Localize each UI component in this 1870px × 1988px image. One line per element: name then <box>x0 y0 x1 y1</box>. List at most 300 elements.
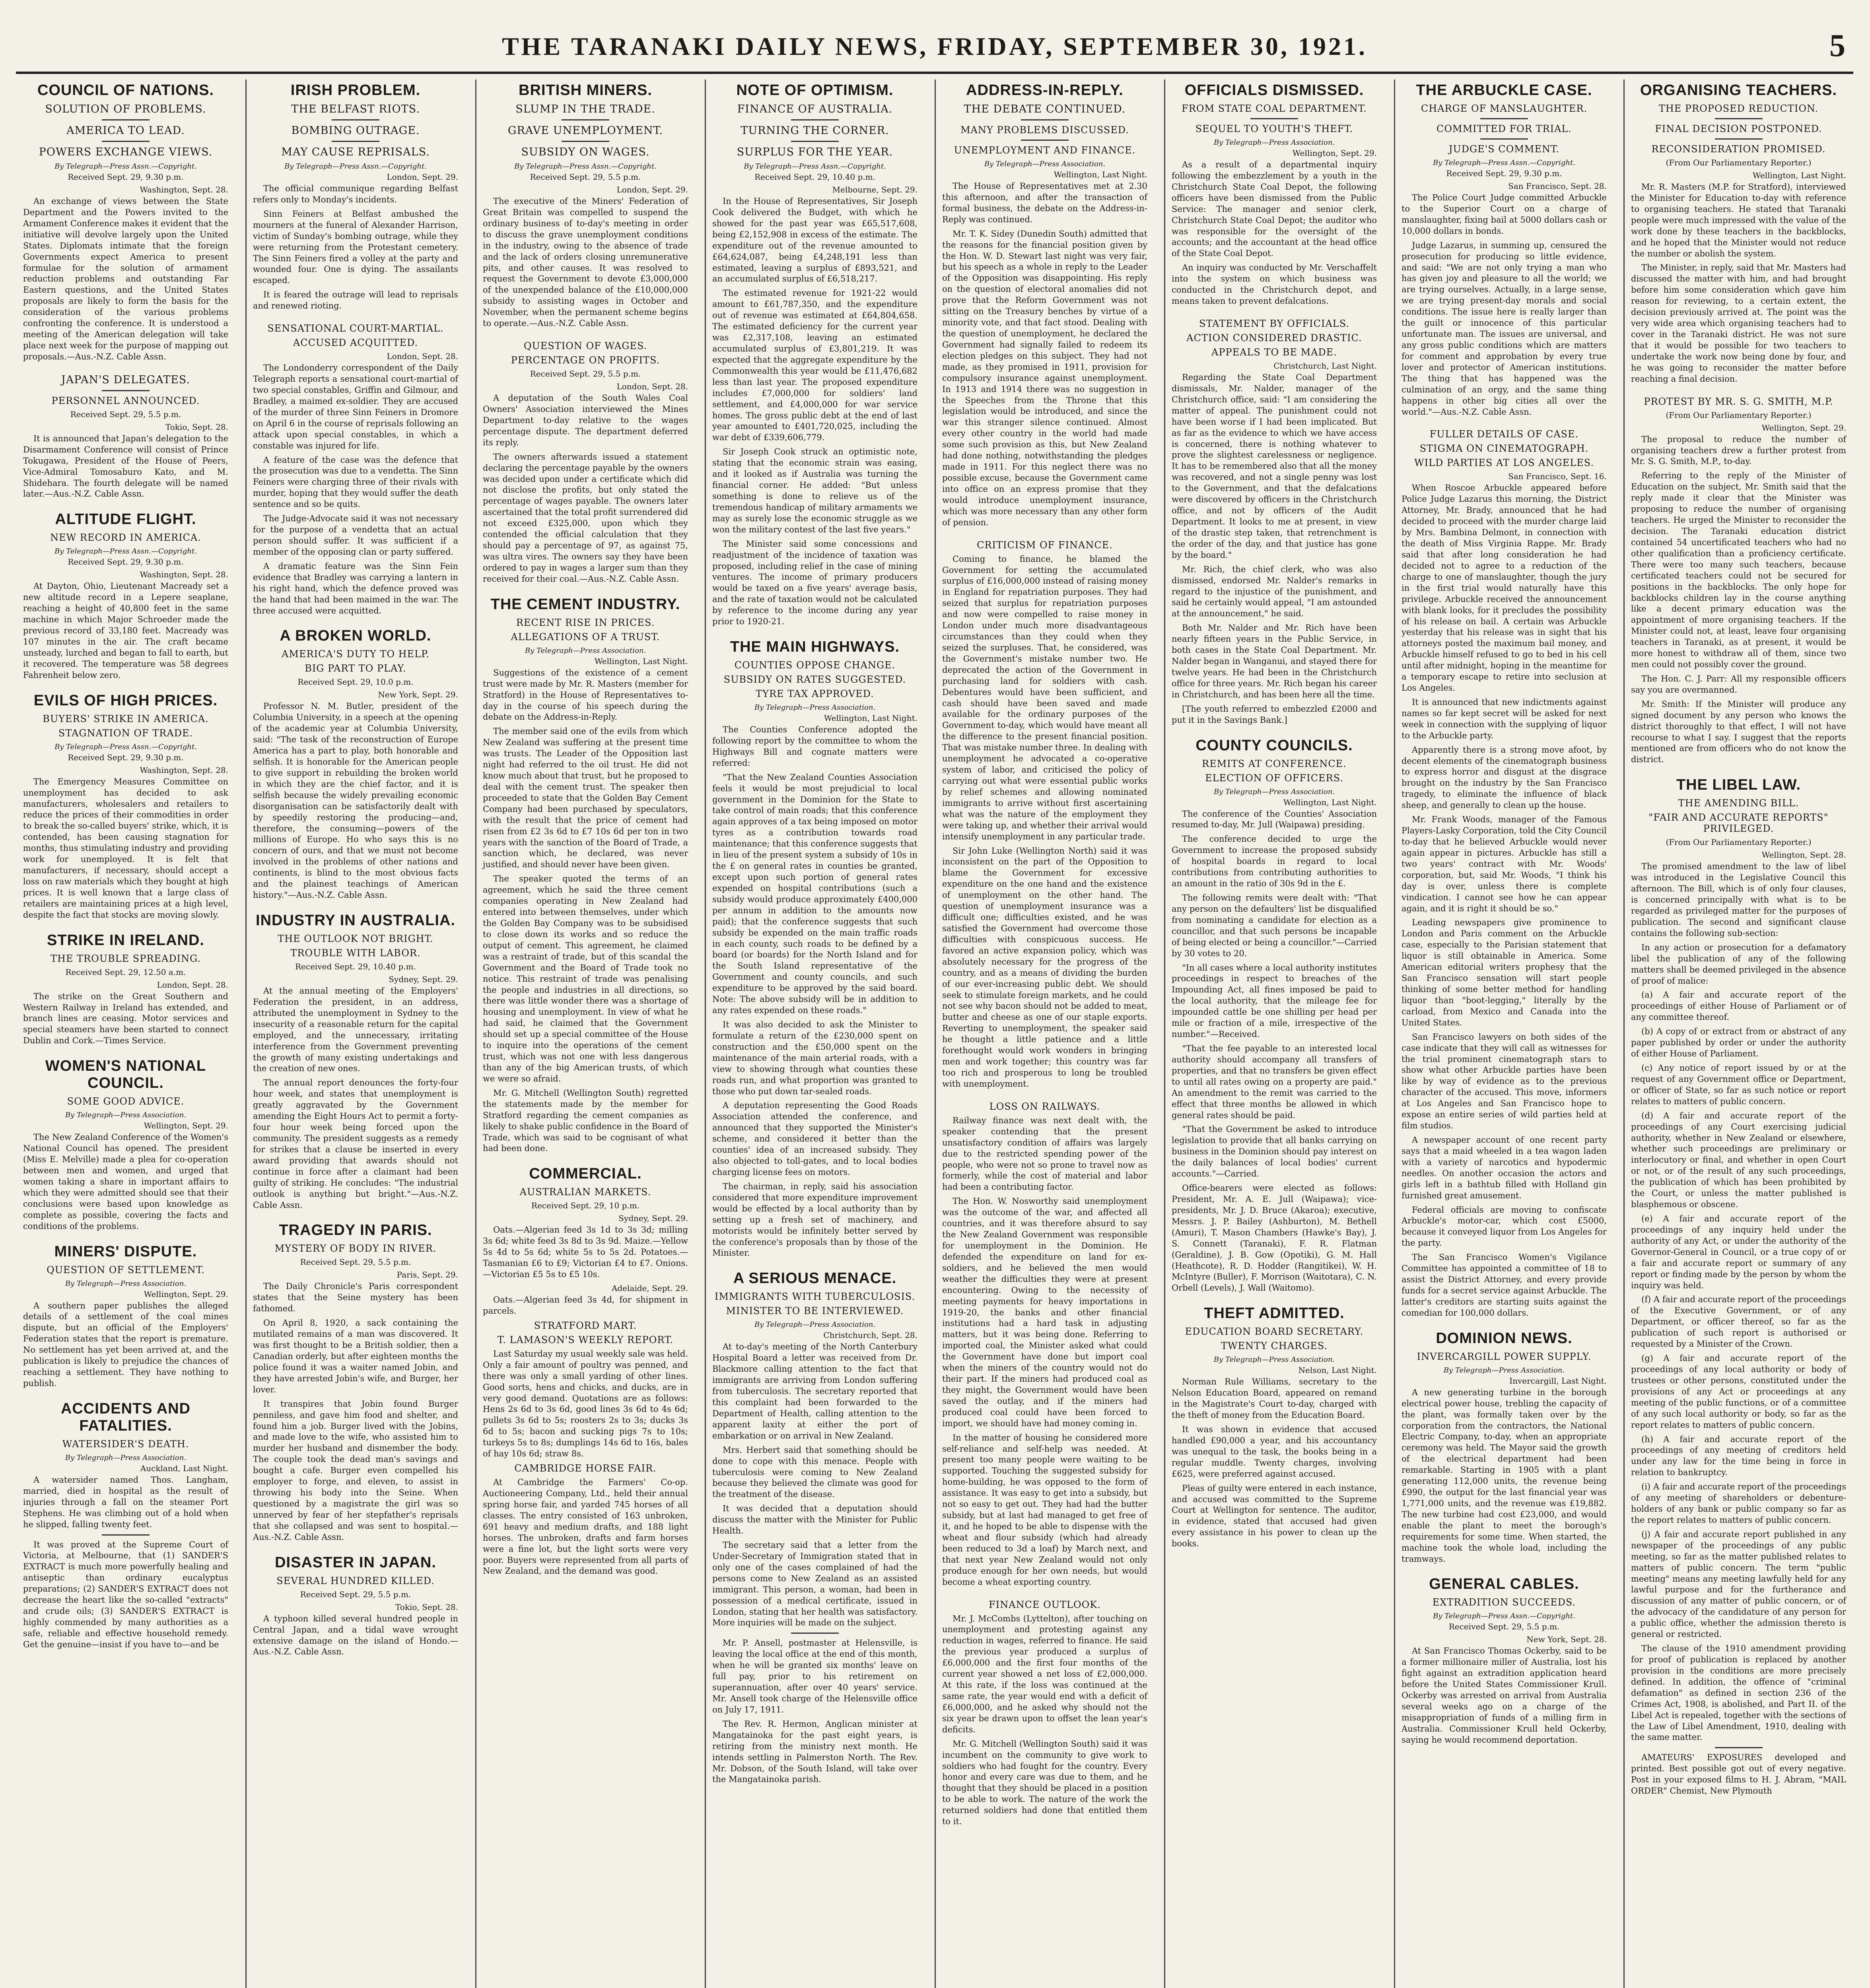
paragraph: Office-bearers were elected as follows: President, Mr. A. E. Jull (Waipawa); vice-presidents, Mr. J. D. Bruce (Akaroa); executive, Messrs. J. P. Bailey (Ashburton), M. Bethell (Amuri), T. Mason Chambers (Hawke's Bay), J. S. Connett (Taranaki), F. R. Flatman (Geraldine), J. B. Gow (Opotiki), G. M. Hall (Heathcote), R. D. Hodder (Rangitikei), W. H. McIntyre (Buller), F. Morrison (Waitotara), C. N. Orbell (Levels), J. Wall (Waitomo). <box>1172 1183 1377 1293</box>
dateline: Wellington, Sept. 29. <box>144 1289 228 1299</box>
paragraph: On April 8, 1920, a sack containing the mutilated remains of a man was discovered. It was first thought to be a British soldier, then a Canadian orderly, but after eighteen months the police found it was a waiter named Jobin, and they have arrested Jobin's wife, and Burger, her lover. <box>253 1318 458 1394</box>
dateline: Sydney, Sept. 29. <box>618 1213 688 1223</box>
received-time: Received Sept. 29, 5.5 p.m. <box>530 369 641 379</box>
byline: By Telegraph—Press Association. <box>754 703 876 712</box>
subheading: APPEALS TO BE MADE. <box>1211 346 1337 358</box>
received-time: Received Sept. 29, 9.30 p.m. <box>68 557 184 567</box>
column-2 <box>246 80 465 1988</box>
dateline: Wellington, Last Night. <box>1283 797 1377 807</box>
dateline: Washington, Sept. 28. <box>140 570 228 580</box>
paragraph: (b) A copy of or extract from or abstract of any paper published by order or under the authority of either House of Parliament. <box>1631 1027 1846 1059</box>
received-time: Received Sept. 29, 9.30 p.m. <box>68 752 184 762</box>
article-womens-council <box>23 1058 228 1232</box>
subheading: POWERS EXCHANGE VIEWS. <box>39 146 213 158</box>
subheading: THE OUTLOOK NOT BRIGHT. <box>278 933 433 945</box>
article-broken-world <box>253 627 458 901</box>
divider <box>1480 118 1528 119</box>
subheading: RECONSIDERATION PROMISED. <box>1651 144 1826 155</box>
paragraph: The clause of the 1910 amendment providing for proof of publication is replaced by another provision in the conditions are more precisely defined. In addition, the offence of "criminal defamation" as defined in section 236 of the Crimes Act, 1908, is abolished, and Part II. of the Libel Act is repealed, together with the sections of the Law of Libel Amendment, 1910, dealing with the same matter. <box>1631 1644 1846 1742</box>
dateline: San Francisco, Sept. 16. <box>1508 472 1607 481</box>
paragraph: The Judge-Advocate said it was not necessary for the purpose of a vendetta that an actual person should suffer. It was sufficient if a member of the opposing clan or party suffered. <box>253 514 458 557</box>
headline: THE ARBUCKLE CASE. <box>1416 82 1592 99</box>
paragraph: A deputation representing the Good Roads Association attended the conference, and announced that they supported the Minister's scheme, and considered it better than the counties' idea of an increased subsidy. They also objected to toll-gates, and to local bodies charging license fees on motors. <box>712 1101 918 1177</box>
subheading: THE BELFAST RIOTS. <box>291 103 420 115</box>
paragraph: The Emergency Measures Committee on unemployment has decided to ask manufacturers, wholesalers and retailers to reduce the prices of their commodities in order to break the so-called buyers' strike, which, it is contended, has been causing stagnation for months, thus stimulating industry and providing work for unemployed. It is felt that manufacturers, if necessary, should accept a loss on raw materials which they bought at high prices. It is well known that a large class of retailers are maintaining prices at a high level, despite the fact that stocks are moving slowly. <box>23 777 228 920</box>
headline: THE CEMENT INDUSTRY. <box>490 596 680 613</box>
column-8 <box>1624 80 1853 1988</box>
subheading: PROTEST BY MR. S. G. SMITH, M.P. <box>1644 396 1833 407</box>
paragraph: The Londonderry correspondent of the Daily Telegraph reports a sensational court-martial of two special constables, Griffin and Gilmour, and Bradley, a maimed ex-soldier. They are accused of the murder of three Sinn Feiners in Dromore on April 6 in the course of reprisals following an attack upon special constables, in which a constable was injured for life. <box>253 363 458 450</box>
byline: By Telegraph—Press Assn.—Copyright. <box>514 162 657 171</box>
paragraph: At Dayton, Ohio, Lieutenant Macready set a new altitude record in a Lepere seaplane, reaching a height of 40,800 feet in the same machine in which Major Schroeder made the previous record of 33,180 feet. Macready was 107 minutes in the air. The craft became unsteady, lurched and began to fall to earth, but it recovered. The temperature was 58 degrees Fahrenheit below zero. <box>23 581 228 680</box>
article-protest-smith <box>1631 396 1846 766</box>
subheading: JUDGE'S COMMENT. <box>1448 144 1560 155</box>
subheading: SOLUTION OF PROBLEMS. <box>45 103 206 115</box>
subheading: TYRE TAX APPROVED. <box>756 688 874 700</box>
paragraph: The conference decided to urge the Government to increase the proposed subsidy of hospital boards in regard to local contributions from contributing authorities to an amount in the ratio of 30s 9d in the £. <box>1172 834 1377 889</box>
byline: By Telegraph—Press Assn.—Copyright. <box>744 162 886 171</box>
subheading: PERSONNEL ANNOUNCED. <box>51 395 200 406</box>
paragraph: When Roscoe Arbuckle appeared before Police Judge Lazarus this morning, the District Attorney, Mr. Brady, announced that he had decided to proceed with the murder charge laid by Mrs. Bambina Delmont, in connection with the death of Miss Virginia Rappe. Mr. Brady said that after long consideration he had decided not to agree to a reduction of the charge to one of manslaughter, though the jury in the first trial would naturally have this privilege. Arbuckle received the announcement with blank looks, for it precludes the possibility of his release on bail. A certain was Arbuckle yesterday that his release was in sight that his attorneys posted the maximum bail money, and Arbuckle himself refused to go to bed in his cell until after midnight, hoping in the meantime for a temporary escape to retire into seclusion at Los Angeles. <box>1402 483 1607 693</box>
paragraph: A dramatic feature was the Sinn Fein evidence that Bradley was carrying a lantern in his right hand, which the defence proved was the hand that had been maimed in the war. The three accused were acquitted. <box>253 561 458 615</box>
article-dominion-news <box>1402 1330 1607 1565</box>
article-criticism-of-finance <box>942 540 1147 1090</box>
paragraph: The House of Representatives met at 2.30 this afternoon, and after the transaction of formal business, the debate on the Address-in-Reply was continued. <box>942 181 1147 224</box>
paragraph: The estimated revenue for 1921-22 would amount to £61,787,350, and the expenditure out of revenue was estimated at £64,804,658. The estimated deficiency for the current year was £2,317,108, leaving an estimated accumulated surplus of £3,801,219. It was expected that the aggregate expenditure by the Commonwealth this year would be £11,476,682 less than last year. The proposed expenditure includes £7,000,000 for soldiers' land settlement, and £4,000,000 for war service homes. The gross public debt at the end of last year amounted to £401,720,025, including the war debt of £339,606,779. <box>712 288 918 443</box>
subheading: BUYERS' STRIKE IN AMERICA. <box>43 713 209 724</box>
subheading: ACTION CONSIDERED DRASTIC. <box>1186 332 1362 344</box>
paragraph: Railway finance was next dealt with, the speaker contending that the present unsatisfactory condition of affairs was largely due to the restricted spending power of the people, who were not so prone to travel now as formerly, while the cost of material and labor had been a contributing factor. <box>942 1115 1147 1192</box>
paragraph: (d) A fair and accurate report of the proceedings of any Court exercising judicial authority, whether in New Zealand or elsewhere, whether such proceedings are preliminary or interlocutory or final, and whether in open Court or not, or of the result of any such proceedings, the publication of which has been prohibited by the Court, or unless the matter published is blasphemous or obscene. <box>1631 1110 1846 1209</box>
article-tragedy-paris <box>253 1222 458 1543</box>
divider <box>102 119 150 120</box>
subheading: SUBSIDY ON WAGES. <box>521 146 650 158</box>
subheading: AUSTRALIAN MARKETS. <box>519 1186 651 1198</box>
paragraph: An inquiry was conducted by Mr. Verschaffelt into the system on which business was conducted in the Christchurch depot, and means taken to prevent defalcations. <box>1172 263 1377 306</box>
advertisement: It was proved at the Supreme Court of Victoria, at Melbourne, that (1) SANDER'S EXTRACT is much more powerfully healing and antiseptic than ordinary eucalyptus preparations; (2) SANDER'S EXTRACT does not decrease the heart like the so-called "extracts" and crude oils; (3) SANDER'S EXTRACT is highly commended by many authorities as a safe, reliable and effective household remedy. Get the genuine—insist if you have to—and be <box>23 1540 228 1649</box>
subheading: THE DEBATE CONTINUED. <box>964 103 1126 115</box>
headline: ORGANISING TEACHERS. <box>1640 82 1837 99</box>
article-altitude-flight <box>23 511 228 681</box>
paragraph: It transpires that Jobin found Burger penniless, and gave him food and shelter, and found him a job. Burger lived with the Jobins, and made love to the wife, who assisted him to murder her husband and dismember the body. The couple took the dead man's savings and bought a cafe. Burger even compelled his employer to forge, and eleven, to assist in throwing his body into the Seine. When questioned by a magistrate the girl was so unnerved by fear of her stepfather's reprisals that she collapsed and was sent to hospital.—Aus.-N.Z. Cable Assn. <box>253 1399 458 1542</box>
headline: WOMEN'S NATIONAL COUNCIL. <box>45 1058 206 1092</box>
headline: ADDRESS-IN-REPLY. <box>966 82 1124 99</box>
paragraph: Mr. P. Ansell, postmaster at Helensville, is leaving the local office at the end of this month, when he will be granted six months' leave on full pay, prior to his retirement on superannuation, after over 40 years' service. Mr. Ansell took charge of the Helensville office on July 17, 1911. <box>712 1638 918 1714</box>
divider <box>102 390 150 391</box>
paragraph: The Police Court Judge committed Arbuckle to the Superior Court on a charge of manslaughter, fixing bail at 5000 dollars cash or 10,000 dollars in bonds. <box>1402 193 1607 236</box>
paragraph: The Daily Chronicle's Paris correspondent states that the Seine mystery has been fathomed. <box>253 1281 458 1314</box>
paragraph: A newspaper account of one recent party says that a maid wheeled in a tea wagon laden with a variety of narcotics and hypodermic needles. On another occasion the actors and girls left in a bathtub filled with Holland gin furnished great amusement. <box>1402 1135 1607 1200</box>
dateline: Christchurch, Sept. 28. <box>823 1330 918 1340</box>
subheading: QUESTION OF WAGES. <box>523 340 647 352</box>
paragraph: It is feared the outrage will lead to reprisals and renewed rioting. <box>253 290 458 311</box>
article-industry-australia <box>253 912 458 1211</box>
paragraph: Professor N. M. Butler, president of the Columbia University, in a speech at the opening of the academic year at Columbia University, said: "The task of the reconstruction of Europe America has a part to play, both honorable and selfish. It is honorable for the American people to give support in rebuilding the broken world in which they are the chief factor, and it is selfish because the widely prevailing economic disorganisation can be satisfactorily dealt with by speedily restoring the producing—and, therefore, the consuming—powers of the millions of Europe. Ho who says this is no concern of ours, and that we must not become involved in the problems of other nations and continents, is blind to the most obvious facts and the plainest teachings of American history."—Aus.-N.Z. Cable Assn. <box>253 701 458 900</box>
source-note: (From Our Parliamentary Reporter.) <box>1666 837 1812 847</box>
paragraph: The owners afterwards issued a statement declaring the percentage payable by the owners was decided upon under a certificate which did not disclose the profits, but only stated the percentage of wages payable. The owners later ascertained that the total profit surrendered did not exceed £325,000, upon which they contended the official calculation that they should pay a percentage of 97, as against 75, was ultra vires. The owners say they have been ordered to pay in wages a larger sum than they received for their coal.—Aus.-N.Z. Cable Assn. <box>483 452 688 584</box>
subheading: RECENT RISE IN PRICES. <box>516 617 655 628</box>
paragraph: At the annual meeting of the Employers' Federation the president, in an address, attributed the unemployment in Sydney to the insecurity of a reasonable return for the capital employed, and the unnecessary, irritating interference from the Government preventing the growth of many existing undertakings and the creation of new ones. <box>253 986 458 1074</box>
subheading: SOME GOOD ADVICE. <box>67 1096 185 1107</box>
subheading: MYSTERY OF BODY IN RIVER. <box>274 1243 437 1254</box>
paragraph: (i) A fair and accurate report of the proceedings of any meeting of shareholders or debenture-holders of any bank or public company so far as the report relates to matters of public concern. <box>1631 1482 1846 1525</box>
market-report: Oats.—Algerian feed 3s 1d to 3s 3d; milling 3s 6d; white feed 3s 8d to 3s 9d. Maize.—Yellow 5s 4d to 5s 6d; white 5s to 5s 2d. Potatoes.—Tasmanian £6 to £9; Victorian £4 to £7. Onions.—Victorian £5 5s to £5 10s. <box>483 1225 688 1279</box>
dateline: Wellington, Sept. 29. <box>1292 148 1377 158</box>
article-general-cables <box>1402 1576 1607 1745</box>
article-address-in-reply <box>942 82 1147 528</box>
paragraph: It is announced that new indictments against names so far kept secret will be asked for next week in connection with the supplying of liquor to the Arbuckle party. <box>1402 697 1607 740</box>
divider <box>791 1633 839 1634</box>
dateline: New York, Sept. 29. <box>378 690 458 700</box>
divider <box>1715 138 1763 140</box>
dateline: London, Sept. 28. <box>616 382 688 392</box>
paragraph: At San Francisco Thomas Ockerby, said to be a former millionaire miller of Australia, lost his fight against an extradition application heard before the United States Commissioner Krull. Ockerby was arrested on arrival from Australia several weeks ago on a charge of the misappropriation of funds of a milling firm in Australia. Commissioner Krull held Ockerby, saying he would recommend deportation. <box>1402 1646 1607 1745</box>
subheading: TWENTY CHARGES. <box>1221 1340 1328 1352</box>
paragraph: The Minister said some concessions and readjustment of the incidence of taxation was proposed, including relief in the case of mining ventures. The income of primary producers would be taxed on a five years' average basis, and the rate of taxation would not be calculated by reference to the income during any year prior to 1920-21. <box>712 539 918 627</box>
byline: By Telegraph—Press Association. <box>1213 787 1335 796</box>
dateline: San Francisco, Sept. 28. <box>1508 181 1607 191</box>
paragraph: It was shown in evidence that accused handled £90,000 a year, and his accountancy was unequal to the task, the books being in a regular muddle. Twenty charges, involving £625, were preferred against accused. <box>1172 1424 1377 1479</box>
subheading: SUBSIDY ON RATES SUGGESTED. <box>723 674 906 685</box>
subheading: REMITS AT CONFERENCE. <box>1202 758 1347 769</box>
headline: A SERIOUS MENACE. <box>733 1270 897 1287</box>
paragraph: Mr. R. Masters (M.P. for Stratford), interviewed the Minister for Education to-day with reference to organising teachers. He stated that Taranaki people were much impressed with the value of the work done by these teachers in the backblocks, and he hoped that the Minister would not reduce the number or abolish the system. <box>1631 182 1846 258</box>
paragraph: (j) A fair and accurate report published in any newspaper of the proceedings of any public meeting, so far as the matter published relates to matters of public concern. The term "public meeting" means any meeting lawfully held for any lawful purpose and for the furtherance and discussion of any matter of public concern, or of the advocacy of the candidature of any person for a public office, whether the admission thereto is general or restricted. <box>1631 1529 1846 1639</box>
dateline: Washington, Sept. 28. <box>140 765 228 775</box>
paragraph: Mr. J. McCombs (Lyttelton), after touching on unemployment and protesting against any reduction in wages, referred to finance. He said the previous year produced a surplus of £6,000,000 and the first four months of the current year showed a net loss of £2,000,000. At this rate, if the loss was continued at the same rate, the year would end with a deficit of £6,000,000, and he asked why should not the six year be drawn upon to offset the lean year's deficits. <box>942 1613 1147 1734</box>
subheading: GRAVE UNEMPLOYMENT. <box>507 124 663 137</box>
paragraph: The executive of the Miners' Federation of Great Britain was compelled to suspend the ordinary business of to-day's meeting in order to discuss the grave unemployment conditions in the industry, owing to the absence of trade and the lack of orders closing unremunerative pits, and other causes. It was resolved to request the Government to devote £3,000,000 of the unexpended balance of the £10,000,000 subsidy to assisting wages in October and November, when the permanent scheme begins to operate.—Aus.-N.Z. Cable Assn. <box>483 196 688 328</box>
article-statement-by-officials <box>1172 318 1377 726</box>
paragraph: The secretary said that a letter from the Under-Secretary of Immigration stated that in only one of the cases complained of had the persons come to New Zealand as an assisted immigrant. This person, a woman, had been in possession of a medical certificate, issued in London, stating that her health was satisfactory. More inquiries will be made on the subject. <box>712 1540 918 1628</box>
headline: THE LIBEL LAW. <box>1676 777 1801 794</box>
paragraph: (e) A fair and accurate report of the proceedings of any inquiry held under the authority of any Act, or under the authority of the Governor-General in Council, or a true copy of or a fair and accurate report or summary of any report or finding made by the person by whom the inquiry was held. <box>1631 1213 1846 1290</box>
paragraph: Regarding the State Coal Department dismissals, Mr. Nalder, manager of the Christchurch office, said: "I am considering the matter of appeal. The punishment could not have been worse if I had been implicated. But as far as the evidence to which we have access is concerned, there is nothing whatever to prove the slightest carelessness or negligence. It has to be remembered also that all the money was recovered, and not a single penny was lost to the Government, and that the defalcations were discovered by officers in the Christchurch office, and not by officers of the Audit Department. It looks to me at present, in view of the drastic step taken, that retrenchment is the order of the day, and that justice has gone by the board." <box>1172 372 1377 560</box>
page-number: 5 <box>1829 28 1845 63</box>
paragraph: Sir John Luke (Wellington North) said it was inconsistent on the part of the Opposition to blame the Government for excessive expenditure on the one hand and the existence of unemployment on the other hand. The question of unemployment insurance was a difficult one; difficulties existed, and he was satisfied the Government had overcome those difficulties with conspicuous success. He favored an active expansion policy, which was absolutely necessary for the progress of the country, and as a means of dividing the burden of our ever-increasing public debt. We should seek to stimulate foreign markets, and he could not see why bacon should not be added to meat, butter and cheese as one of our staple exports. Reverting to unemployment, the speaker said he thought a little patience and a little forethought would work wonders in bringing men and work together; this country was far too rich and prosperous to long be troubled with unemployment. <box>942 846 1147 1089</box>
article-loss-on-railways <box>942 1101 1147 1588</box>
byline: By Telegraph—Press Assn.—Copyright. <box>54 742 197 751</box>
subheading: SEQUEL TO YOUTH'S THEFT. <box>1195 123 1353 134</box>
byline: By Telegraph—Press Association. <box>65 1453 187 1462</box>
dateline: Christchurch, Last Night. <box>1273 361 1377 371</box>
divider <box>102 1534 150 1536</box>
article-disaster-japan <box>253 1554 458 1658</box>
byline: By Telegraph—Press Association. <box>65 1111 187 1120</box>
article-strike-ireland <box>23 932 228 1047</box>
subheading: COUNTIES OPPOSE CHANGE. <box>734 660 896 671</box>
advertisement: AMATEURS' EXPOSURES developed and printed. Best possible got out of every negative. Post in your exposed films to H. J. Abram, "MAIL ORDER" Chemist, New Plymouth <box>1631 1753 1846 1796</box>
market-report: At Cambridge the Farmers' Co-op. Auctioneering Company, Ltd., held their annual spring horse fair, and yarded 745 horses of all classes. The entry consisted of 163 unbroken, 691 heavy and medium drafts, and 188 light horses. The unbroken, drafts and farm horses were a fine lot, but the light sorts were very poor. Buyers were represented from all parts of New Zealand, and the demand was good. <box>483 1477 688 1576</box>
paragraph: Mr. G. Mitchell (Wellington South) said it was incumbent on the community to give work to soldiers who had fought for the country. Every honor and every care was due to them, and he thought that they should be placed in a position to be able to work. The nature of the work the returned soldiers had done that entitled them to it. <box>942 1739 1147 1827</box>
market-report: Oats.—Algerian feed 3s 4d, for shipment in parcels. <box>483 1295 688 1316</box>
divider <box>791 119 839 120</box>
article-high-prices <box>23 692 228 921</box>
paragraph: The annual report denounces the forty-four hour week, and states that unemployment is greatly aggravated by the Government amending the Eight Hours Act to permit a forty-four hour week being forced upon the community. The president suggests as a remedy for strikes that a clause be inserted in every award providing that awards should not continue in force after a claimant had been guilty of striking. He concludes: "The industrial outlook is anything but bright."—Aus.-N.Z. Cable Assn. <box>253 1078 458 1210</box>
paragraph: (f) A fair and accurate report of the proceedings of the Executive Government, or of any Department, or officer thereof, so far as the publication of such report is authorised or requested by a Minister of the Crown. <box>1631 1295 1846 1349</box>
divider <box>1021 140 1069 141</box>
paragraph: Mrs. Herbert said that something should be done to cope with this menace. People with tuberculosis were coming to New Zealand because they believed the climate was good for the treatment of the disease. <box>712 1445 918 1499</box>
subheading: AMERICA TO LEAD. <box>66 124 185 137</box>
headline: COMMERCIAL. <box>529 1165 642 1182</box>
dateline: Invercargill, Last Night. <box>1509 1376 1607 1386</box>
dateline: Wellington, Last Night. <box>1054 170 1147 179</box>
dateline: Tokio, Sept. 28. <box>395 1602 458 1612</box>
headline: ACCIDENTS AND FATALITIES. <box>60 1400 191 1434</box>
paragraph: San Francisco lawyers on both sides of the case indicate that they will call as witnesses for the trial prominent cinematograph stars to show what other Arbuckle parties have been like by way of evidence as to the previous character of the accused. This move, informers at Los Angeles and San Francisco hope to expose an entire series of wild parties held at film studios. <box>1402 1032 1607 1131</box>
headline: MINERS' DISPUTE. <box>54 1243 197 1260</box>
paragraph: Pleas of guilty were entered in each instance, and accused was committed to the Supreme Court at Wellington for sentence. The auditor, in evidence, stated that accused had given every assistance in his power to clean up the books. <box>1172 1483 1377 1549</box>
subheading: MINISTER TO BE INTERVIEWED. <box>726 1305 904 1317</box>
paragraph: Referring to the reply of the Minister of Education on the subject, Mr. Smith said that the reply made it clear that the Minister was proposing to reduce the number of organising teachers. He urged the Minister to reconsider the decision. The Taranaki education district contained 54 uncertificated teachers who had no other qualification than a proficiency certificate. There were too many such teachers, because certificated teachers could not be secured for positions in the backblocks. The only hope for backblocks children lay in the course anything like a decent primary education was the appointment of more organising teachers. If the Minister could not, at least, leave four organising teachers in Taranaki, as at present, it would be more honest to withdraw all of them, since two men could not possibly cover the ground. <box>1631 471 1846 670</box>
divider <box>102 141 150 142</box>
paragraph: The Rev. R. Hermon, Anglican minister at Mangatainoka for the past eight years, is retiring from the ministry next month. He intends settling in Palmerston North. The Rev. Mr. Dobson, of the South Island, will take over the Mangatainoka parish. <box>712 1719 918 1784</box>
paragraph: Suggestions of the existence of a cement trust were made by Mr. R. Masters (member for Stratford) in the House of Representatives to-day in the course of his speech during the debate on the Address-in-Reply. <box>483 668 688 722</box>
paragraph: Leading newspapers give prominence to London and Paris comment on the Arbuckle case, especially to the Parisian statement that liquor is still obtainable in America. Some American editorial writers prophesy that the San Francisco sensation will start people thinking of some better method for handling liquor than "boot-legging," literally by the carload, from Mexico and Canada into the United States. <box>1402 918 1607 1027</box>
byline: By Telegraph—Press Association. <box>1213 1355 1335 1364</box>
paragraph: A new generating turbine in the borough electrical power house, trebling the capacity of the plant, was formally taken over by the corporation from the contractors, the National Electric Company, to-day, when an appropriate ceremony was held. The Mayor said the growth of the electrical department had been remarkable. Starting in 1905 with a plant generating 112,000 units, the revenue being £990, the output for the last financial year was 1,771,000 units, and the revenue was £19,882. The new turbine had cost £23,000, and would enable the plant to meet the borough's requirements for some time. When started, the machine took the whole load, including the tramways. <box>1402 1387 1607 1564</box>
paragraph: "In all cases where a local authority institutes proceedings in respect to breaches of the Impounding Act, all fines imposed be paid to the local authority, that the mileage fee for impounded cattle be one shilling per head per mile or fraction of a mile, irrespective of the number."—Received. <box>1172 963 1377 1039</box>
paragraph: "That the Government be asked to introduce legislation to provide that all banks carrying on business in the Dominion should pay interest on the daily balances of local bodies' current accounts."—Carried. <box>1172 1124 1377 1179</box>
column-1 <box>16 80 235 1988</box>
article-theft-admitted <box>1172 1305 1377 1549</box>
article-county-councils <box>1172 737 1377 1294</box>
paragraph: A deputation of the South Wales Coal Owners' Association interviewed the Mines Department to-day relative to the wages percentage dispute. The department deferred its reply. <box>483 393 688 447</box>
paragraph: In any action or prosecution for a defamatory libel the publication of any of the following matters shall be deemed privileged in the absence of proof of malice: <box>1631 942 1846 986</box>
subheading: CRITICISM OF FINANCE. <box>977 539 1113 551</box>
headline: THEFT ADMITTED. <box>1204 1305 1345 1322</box>
subheading: FINANCE OF AUSTRALIA. <box>737 103 893 115</box>
article-main-highways <box>712 639 918 1259</box>
paragraph: The New Zealand Conference of the Women's National Council has opened. The president (Miss E. Melville) made a plea for co-operation between men and women, and urged that women taking a share in important affairs to which they were admitted should see that their conclusions were based upon knowledge as complete as possible, covering the facts and conditions of the problems. <box>23 1132 228 1231</box>
headline: DISASTER IN JAPAN. <box>275 1554 436 1571</box>
headline: THE MAIN HIGHWAYS. <box>730 639 900 656</box>
subheading: TROUBLE WITH LABOR. <box>290 947 421 959</box>
source-note: (From Our Parliamentary Reporter.) <box>1666 158 1812 167</box>
column-5 <box>935 80 1155 1988</box>
paragraph: It is announced that Japan's delegation to the Disarmament Conference will consist of Prince Tokugawa, President of the House of Peers, Vice-Admiral Tomosaburo Kato, and M. Shidehara. The fourth delegate will be named later.—Aus.-N.Z. Cable Assn. <box>23 433 228 499</box>
headline: STRIKE IN IRELAND. <box>47 932 204 949</box>
subheading: ACCUSED ACQUITTED. <box>293 337 418 349</box>
received-time: Received Sept. 29, 10 p.m. <box>531 1201 640 1211</box>
paragraph: The conference of the Counties' Association resumed to-day, Mr. Jull (Waipawa) presiding. <box>1172 809 1377 830</box>
subheading: EDUCATION BOARD SECRETARY. <box>1185 1326 1364 1338</box>
paragraph: The chairman, in reply, said his association considered that more expenditure improvement would be effected by a local authority than by setting up a fresh set of machinery, and motorists would be infinitely better served by the conference's proposals than by those of the Minister. <box>712 1181 918 1258</box>
newspaper-title: THE TARANAKI DAILY NEWS, FRIDAY, SEPTEMBER 30, 1921. <box>502 32 1368 60</box>
paragraph: Sir Joseph Cook struck an optimistic note, stating that the economic strain was easing, and it looked as if Australia was turning the financial corner. He added: "But unless something is done to relieve us of the tremendous handicap of military armaments we may as surely lose the economic struggle as we won the military contest of the last five years." <box>712 447 918 534</box>
subheading: IMMIGRANTS WITH TUBERCULOSIS. <box>714 1291 916 1303</box>
dateline: Washington, Sept. 28. <box>140 185 228 194</box>
dateline: Wellington, Last Night. <box>594 656 688 666</box>
divider <box>1250 118 1298 119</box>
paragraph: Mr. Smith: If the Minister will produce any signed document by any person who knows the district thoroughly to that effect, I will not have recourse to what I say. I suggest that the reports mentioned are from officers who do not know the district. <box>1631 699 1846 765</box>
subheading: STATEMENT BY OFFICIALS. <box>1199 318 1349 329</box>
byline: By Telegraph—Press Association. <box>525 646 646 655</box>
subheading: CAMBRIDGE HORSE FAIR. <box>514 1463 657 1474</box>
headline: EVILS OF HIGH PRICES. <box>33 692 218 709</box>
subheading: "FAIR AND ACCURATE REPORTS" PRIVILEGED. <box>1648 812 1829 835</box>
dateline: London, Sept. 28. <box>387 351 458 361</box>
dateline: New York, Sept. 28. <box>1526 1635 1607 1644</box>
subheading: STIGMA ON CINEMATOGRAPH. <box>1419 443 1589 454</box>
paragraph: Mr. Frank Woods, manager of the Famous Players-Lasky Corporation, told the City Council to-day that he believed Arbuckle would never again appear in pictures. Arbuckle has still a two years' contract with Mr. Woods' corporation, but, said Mr. Woods, "I think his day is over, unless there is complete vindication. I cannot see how he can appear again, and it is right it should be so." <box>1402 815 1607 913</box>
received-time: Received Sept. 29, 10.0 p.m. <box>297 677 414 687</box>
subheading: MANY PROBLEMS DISCUSSED. <box>960 124 1129 136</box>
headline: INDUSTRY IN AUSTRALIA. <box>256 912 455 929</box>
paragraph: Federal officials are moving to confiscate Arbuckle's motor-car, which cost £5000, because it conveyed liquor from Los Angeles for the party. <box>1402 1205 1607 1248</box>
paragraph: The official communique regarding Belfast refers only to Monday's incidents. <box>253 184 458 204</box>
paragraph: The Minister, in reply, said that Mr. Masters had discussed the matter with him, and had brought before him some consideration which gave him reason for reviewing, to a certain extent, the decision previously arrived at. The point was the very wide area which organising teachers had to cover in the Taranaki district. He was not sure that it would be possible for two teachers to undertake the work now being done by four, and he was going to reconsider the matter before reaching a final decision. <box>1631 263 1846 384</box>
headline: A BROKEN WORLD. <box>280 627 432 645</box>
subheading: SEVERAL HUNDRED KILLED. <box>276 1575 435 1586</box>
dateline: Tokio, Sept. 28. <box>165 422 228 432</box>
subheading: FROM STATE COAL DEPARTMENT. <box>1182 103 1367 114</box>
dateline: Nelson, Last Night. <box>1298 1365 1377 1375</box>
dateline: London, Sept. 29. <box>616 185 688 194</box>
received-time: Received Sept. 29, 9.30 p.m. <box>1446 169 1562 178</box>
divider <box>791 141 839 142</box>
article-cement-industry <box>483 596 688 1155</box>
article-question-of-wages <box>483 340 688 585</box>
received-time: Received Sept. 29, 12.50 a.m. <box>65 967 186 977</box>
divider <box>562 119 609 120</box>
paragraph: Apparently there is a strong move afoot, by decent elements of the cinematograph business to express horror and disgust at the disgrace brought on the industry by the San Francisco tragedy, to eliminate the influence of black sheep, and generally to clean up the house. <box>1402 745 1607 810</box>
subheading: FINAL DECISION POSTPONED. <box>1655 123 1822 134</box>
paragraph: As a result of a departmental inquiry following the embezzlement by a youth in the Christchurch State Coal Depot, the following officers have been dismissed from the Public Service: The manager and senior clerk, Christchurch State Coal Depot; the auditor who was responsible for the oversight of the accounts; and the accountant at the head office of the State Coal Depot. <box>1172 160 1377 258</box>
column-4 <box>705 80 925 1988</box>
divider <box>332 119 379 120</box>
dateline: London, Sept. 28. <box>157 980 228 990</box>
paragraph: It was also decided to ask the Minister to formulate a return of the £230,000 spent on construction and the £50,000 spent on the maintenance of the main arterial roads, with a view to showing through what counties these roads run, and what proportion was granted to those who put down tar-sealed roads. <box>712 1020 918 1096</box>
subheading: SENSATIONAL COURT-MARTIAL. <box>267 323 444 334</box>
dateline: Wellington, Sept. 29. <box>144 1121 228 1131</box>
article-japan-delegates <box>23 374 228 500</box>
received-time: Received Sept. 29, 9.30 p.m. <box>68 172 184 182</box>
byline: By Telegraph—Press Assn.—Copyright. <box>54 162 197 171</box>
subheading: PERCENTAGE ON PROFITS. <box>511 355 660 366</box>
article-finance-outlook <box>942 1599 1147 1828</box>
paragraph: (h) A fair and accurate report of the proceedings of any meeting of creditors held under any law for the time being in force in relation to bankruptcy. <box>1631 1434 1846 1477</box>
byline: By Telegraph—Press Assn.—Copyright. <box>1433 1612 1575 1621</box>
subheading: EXTRADITION SUCCEEDS. <box>1432 1597 1576 1608</box>
paragraph: "That the fee payable to an interested local authority should accompany all transfers of properties, and that no transfers be given effect to until all rates owing on a property are paid." An amendment to the remit was carried to the effect that three months be allowed in which general rates should be paid. <box>1172 1044 1377 1120</box>
headline: BRITISH MINERS. <box>519 82 652 99</box>
subheading: BOMBING OUTRAGE. <box>291 124 420 137</box>
divider <box>562 141 609 142</box>
paragraph: Sinn Feiners at Belfast ambushed the mourners at the funeral of Alexander Harrison, victim of Sunday's bombing outrage, while they were returning from the Protestant cemetery. The Sinn Feiners fired a volley at the party and wounded four. One is dying. The assailants escaped. <box>253 209 458 285</box>
paragraph: Mr. G. Mitchell (Wellington South) regretted the statements made by the member for Stratford regarding the cement companies as likely to shake public confidence in the Board of Trade, which was said to be cognisant of what had been done. <box>483 1088 688 1153</box>
dateline: Wellington, Sept. 28. <box>1761 850 1846 860</box>
article-council-of-nations <box>23 82 228 363</box>
paragraph: The Hon. C. J. Parr: All my responsible officers say you are overmanned. <box>1631 674 1846 695</box>
paragraph: The proposal to reduce the number of organising teachers drew a further protest from Mr. S. G. Smith, M.P., to-day. <box>1631 434 1846 466</box>
subheading: INVERCARGILL POWER SUPPLY. <box>1417 1351 1592 1362</box>
headline: OFFICIALS DISMISSED. <box>1184 82 1364 99</box>
paragraph: A southern paper publishes the alleged details of a settlement of the coal mines dispute, but an official of the Employers' Federation states that the report is premature. No settlement has yet been arrived at, and the publication is likely to prejudice the chances of reaching a settlement. They have nothing to publish. <box>23 1301 228 1388</box>
received-time: Received Sept. 29, 5.5 p.m. <box>300 1589 411 1599</box>
headline: NOTE OF OPTIMISM. <box>736 82 894 99</box>
subheading: BIG PART TO PLAY. <box>305 663 406 674</box>
paragraph: A typhoon killed several hundred people in Central Japan, and a tidal wave wrought extensive damage on the island of Hondo.—Aus.-N.Z. Cable Assn. <box>253 1613 458 1657</box>
subheading: COMMITTED FOR TRIAL. <box>1436 123 1572 134</box>
dateline: London, Sept. 29. <box>387 172 458 182</box>
paragraph: The San Francisco Women's Vigilance Committee has appointed a committee of 18 to assist the District Attorney, and every provide funds for a secret service against Arbuckle. The latter's creditors are starting suits against the comedian for 100,000 dollars. <box>1402 1252 1607 1318</box>
article-serious-menace <box>712 1270 918 1785</box>
dateline: Adelaide, Sept. 29. <box>611 1283 688 1293</box>
masthead <box>16 24 1853 74</box>
paragraph: Norman Rule Williams, secretary to the Nelson Education Board, appeared on remand in the Magistrate's Court to-day, charged with the theft of money from the Education Board. <box>1172 1377 1377 1420</box>
paragraph: [The youth referred to embezzled £2000 and put it in the Savings Bank.] <box>1172 704 1377 725</box>
paragraph: Both Mr. Nalder and Mr. Rich have been nearly fifteen years in the Public Service, in both cases in the State Coal Department. Mr. Nalder began in Wanganui, and stayed there for twelve years. He had been in the Christchurch office for three years. Mr. Rich began his career in Christchurch, and has been here all the time. <box>1172 623 1377 699</box>
headline: COUNCIL OF NATIONS. <box>37 82 214 99</box>
source-note: (From Our Parliamentary Reporter.) <box>1666 410 1812 420</box>
byline: By Telegraph—Press Assn.—Copyright. <box>1433 159 1575 167</box>
subheading: THE AMENDING BILL. <box>1678 798 1799 809</box>
subheading: WILD PARTIES AT LOS ANGELES. <box>1414 457 1594 469</box>
received-time: Received Sept. 29, 5.5 p.m. <box>300 1257 411 1267</box>
paragraph: A feature of the case was the defence that the prosecution was due to a vendetta. The Sinn Feiners were charging three of their rivals with murder, hoping that they would suffer the death sentence and so be quits. <box>253 455 458 509</box>
paragraph: In the matter of housing he considered more self-reliance and self-help was needed. At present too many people were waiting to be supported. Touching the suggested subsidy for home-building, he was opposed to the form of assistance. It was easy to get into a subsidy, but not so easy to get out. They had had the butter subsidy, but at last had managed to get free of it, and he hoped to be able to dispense with the wheat and flour subsidy (which had already been reduced to 3d a loaf) by March next, and that next year New Zealand would not only produce enough for her own needs, but would become a wheat exporting country. <box>942 1433 1147 1587</box>
subheading: JAPAN'S DELEGATES. <box>61 373 190 386</box>
byline: By Telegraph—Press Association. <box>65 1279 187 1288</box>
dateline: Melbourne, Sept. 29. <box>832 185 918 194</box>
article-accidents <box>23 1400 228 1650</box>
subheading: WATERSIDER'S DEATH. <box>62 1438 189 1450</box>
newspaper-page <box>16 80 1853 1988</box>
headline: GENERAL CABLES. <box>1429 1576 1579 1593</box>
byline: By Telegraph—Press Association. <box>754 1320 876 1329</box>
dateline: Wellington, Last Night. <box>824 713 918 723</box>
article-fuller-details <box>1402 429 1607 1318</box>
divider <box>1021 119 1069 120</box>
paragraph: (a) A fair and accurate report of the proceedings of either House of Parliament or of any committee thereof. <box>1631 990 1846 1022</box>
divider <box>1715 1747 1763 1748</box>
paragraph: "That the New Zealand Counties Association feels it would be most prejudicial to local government in the Dominion for the State to take control of main roads; that this conference again approves of a tax being imposed on motor tyres as a contribution towards road maintenance; that this conference suggests that in lieu of the present system a subsidy of 10s in the £ on general rates in counties be granted, except upon such portion of general rates expended on hospital contributions (such a subsidy would produce approximately £400,000 per annum in addition to the amounts now paid); that the conference suggests that such subsidy be expended on the main traffic roads in each county, such roads to be defined by a board (or boards) for the North Island and for the South Island representative of the Government and county councils, and such expenditure to be approved by the said board. Note: The above subsidy will be in addition to any rates expended on these roads." <box>712 772 918 1015</box>
subheading: SLUMP IN THE TRADE. <box>515 103 655 115</box>
paragraph: Coming to finance, he blamed the Government for setting the accumulated surplus of £16,000,000 instead of raising money in England for repatriation purposes. They had seized that surplus for repatriation purposes and now were compelled to raise money in London under much more disadvantageous circumstances than they could when they seized the surpluses. That, he considered, was the Government's mistake number two. He deprecated the action of the Government in purchasing land for soldiers with cash. Debentures would have been sufficient, and cash should have been saved and made available for the ordinary purposes of the Government to-day, which would have meant all the difference to the present financial position. That was mistake number three. In dealing with unemployment he advocated a co-operative system of labor, and criticised the policy of carrying out what were essential public works by relief schemes and allowing nominated immigrants to arrive without first ascertaining what was the nature of the employment they were taking up, and whether their arrival would intensify unemployment in any particular trade. <box>942 554 1147 841</box>
paragraph: The speaker quoted the terms of an agreement, which he said the three cement companies operating in New Zealand had entered into between themselves, under which the Golden Bay Company was to be subsidised to close down its works and so reduce the output of cement. This agreement, he claimed was a restraint of trade, but of this scandal the Government and the Board of Trade took no notice. This restraint of trade was penalising the people and industries in all directions, so there was little wonder there was a shortage of housing and unemployment. In view of what he had said, he claimed that the Government should set up a special committee of the House to inquire into the operations of the cement trust, which was not one with less dangerous than any of the big American trusts, of which we were so afraid. <box>483 874 688 1083</box>
article-commercial <box>483 1165 688 1577</box>
subheading: ALLEGATIONS OF A TRUST. <box>511 631 660 643</box>
article-miners-dispute <box>23 1243 228 1389</box>
subheading: STAGNATION OF TRADE. <box>58 727 193 739</box>
received-time: Received Sept. 29, 5.5 p.m. <box>1448 1622 1560 1632</box>
article-british-miners <box>483 82 688 329</box>
received-time: Received Sept. 29, 5.5 p.m. <box>530 172 641 182</box>
paragraph: At to-day's meeting of the North Canterbury Hospital Board a letter was received from Dr. Blackmore calling attention to the fact that immigrants are arriving from London suffering from tuberculosis. The secretary reported that this complaint had been forwarded to the Department of Health, calling attention to the apparent laxity at either the port of embarkation or on arrival in New Zealand. <box>712 1342 918 1441</box>
received-time: Received Sept. 29, 10.40 p.m. <box>295 962 416 972</box>
subheading: QUESTION OF SETTLEMENT. <box>47 1264 205 1276</box>
market-report: Last Saturday my usual weekly sale was held. Only a fair amount of poultry was penned, and there was only a small yarding of other lines. Good sorts, hens and chicks, and ducks, are in very good demand. Quotations are as follows: Hens 2s 6d to 3s 6d, good lines 3s 6d to 4s 6d; pullets 3s 6d to 5s; roosters 2s to 3s; ducks 3s 6d to 5s; bacon and sucking pigs 7s to 10s; turkeys 5s to 8s; dumplings 14s 6d to 16s, bales of hay 10s 6d; straw 8s. <box>483 1349 688 1459</box>
subheading: STRATFORD MART. <box>534 1320 637 1331</box>
paragraph: Mr. Rich, the chief clerk, who was also dismissed, endorsed Mr. Nalder's remarks in regard to the injustice of the punishment, and said he certainly would appeal, "I am astounded at the announcement," he said. <box>1172 564 1377 619</box>
subheading: SURPLUS FOR THE YEAR. <box>737 146 893 158</box>
column-7 <box>1394 80 1614 1988</box>
column-6 <box>1164 80 1384 1988</box>
divider <box>332 141 379 142</box>
headline: ALTITUDE FLIGHT. <box>55 511 196 528</box>
paragraph: The member said one of the evils from which New Zealand was suffering at the present time was trusts. The Leader of the Opposition last night had referred to the oil trust. He did not know much about that trust, but he proposed to deal with the cement trust. The speaker then proceeded to state that the Golden Bay Cement Company had been purchased by speculators, with the result that the price of cement had risen from £2 3s 6d to £7 10s 6d per ton in two years with the sanction of the Board of Trade, a sanction which, he declared, was never justified, and should never have been given. <box>483 726 688 870</box>
received-time: Received Sept. 29, 5.5 p.m. <box>70 409 181 419</box>
divider <box>1715 118 1763 119</box>
paragraph: Judge Lazarus, in summing up, censured the prosecution for producing so little evidence, and said: "We are not only trying a man who has given joy and pleasure to all the world; we are trying ourselves. Actually, in a large sense, we are trying present-day morals and social conditions. The issue here is really larger than the guilt or innocence of this particular unfortunate man. The issues are universal, and any gross public conditions which are matters for comment and approbation by every true lover and protector of American institutions. The thing that has happened was the culmination of an orgy, and the same thing happens in other big cities all over the world."—Aus.-N.Z. Cable Assn. <box>1402 240 1607 417</box>
byline: By Telegraph—Press Association. <box>984 160 1106 168</box>
paragraph: The promised amendment to the law of libel was introduced in the Legislative Council this afternoon. The Bill, which is of only four clauses, is concerned principally with what is to be regarded as privileged matter for the purposes of publication. The second and significant clause contains the following sub-section: <box>1631 862 1846 938</box>
headline: DOMINION NEWS. <box>1436 1330 1573 1347</box>
subheading: TURNING THE CORNER. <box>741 124 889 137</box>
byline: By Telegraph—Press Assn.—Copyright. <box>284 162 427 171</box>
headline: COUNTY COUNCILS. <box>1195 737 1353 754</box>
